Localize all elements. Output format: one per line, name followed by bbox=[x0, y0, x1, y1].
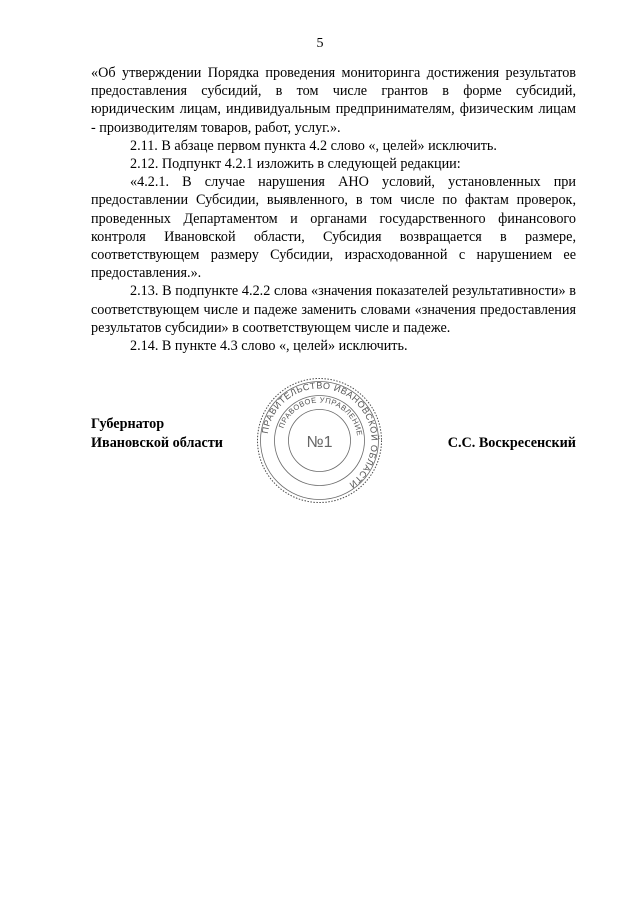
signature-title-line1: Губернатор bbox=[91, 416, 165, 432]
paragraph-2-14: 2.14. В пункте 4.3 слово «, целей» исключить. bbox=[130, 338, 408, 355]
paragraph-4-2-1: «4.2.1. В случае нарушения АНО условий, установленных при предоставлении Субсидии, выявленного, в том числе по фактам проверок, проведенных Департаментом и органами государственного финансового контроля Ивановской области, Субсидия возвращается в размере, соответствующем размеру Субсидии, израсходованной с нарушением ее предоставления.». bbox=[91, 174, 576, 282]
document-body bbox=[91, 64, 576, 355]
stamp-number: №1 bbox=[306, 434, 333, 451]
signature-title bbox=[91, 415, 223, 453]
signature-title-line2: Ивановской области bbox=[91, 435, 223, 451]
stamp-outer-text: ПРАВИТЕЛЬСТВО ИВАНОВСКОЙ ОБЛАСТИ bbox=[259, 380, 380, 491]
stamp-inner-text: ПРАВОВОЕ УПРАВЛЕНИЕ bbox=[276, 395, 365, 437]
paragraph-2-12: 2.12. Подпункт 4.2.1 изложить в следующей редакции: bbox=[130, 156, 461, 173]
paragraph-2-11: 2.11. В абзаце первом пункта 4.2 слово «, целей» исключить. bbox=[130, 137, 497, 154]
paragraph-2-13: 2.13. В подпункте 4.2.2 слова «значения показателей результативности» в соответствующем числе и падеже заменить словами «значения предоставления результатов субсидии» в соответствующем числе и падеже. bbox=[91, 283, 576, 336]
official-stamp bbox=[256, 377, 383, 504]
paragraph-quote-continuation: «Об утверждении Порядка проведения мониторинга достижения результатов предоставления субсидий, в том числе грантов в форме субсидий, юридическим лицам, индивидуальным предпринимателям, физическим лицам - производителям товаров, работ, услуг.». bbox=[91, 65, 576, 136]
page-number: 5 bbox=[316, 36, 324, 51]
signature-name: С.С. Воскресенский bbox=[447, 435, 576, 451]
